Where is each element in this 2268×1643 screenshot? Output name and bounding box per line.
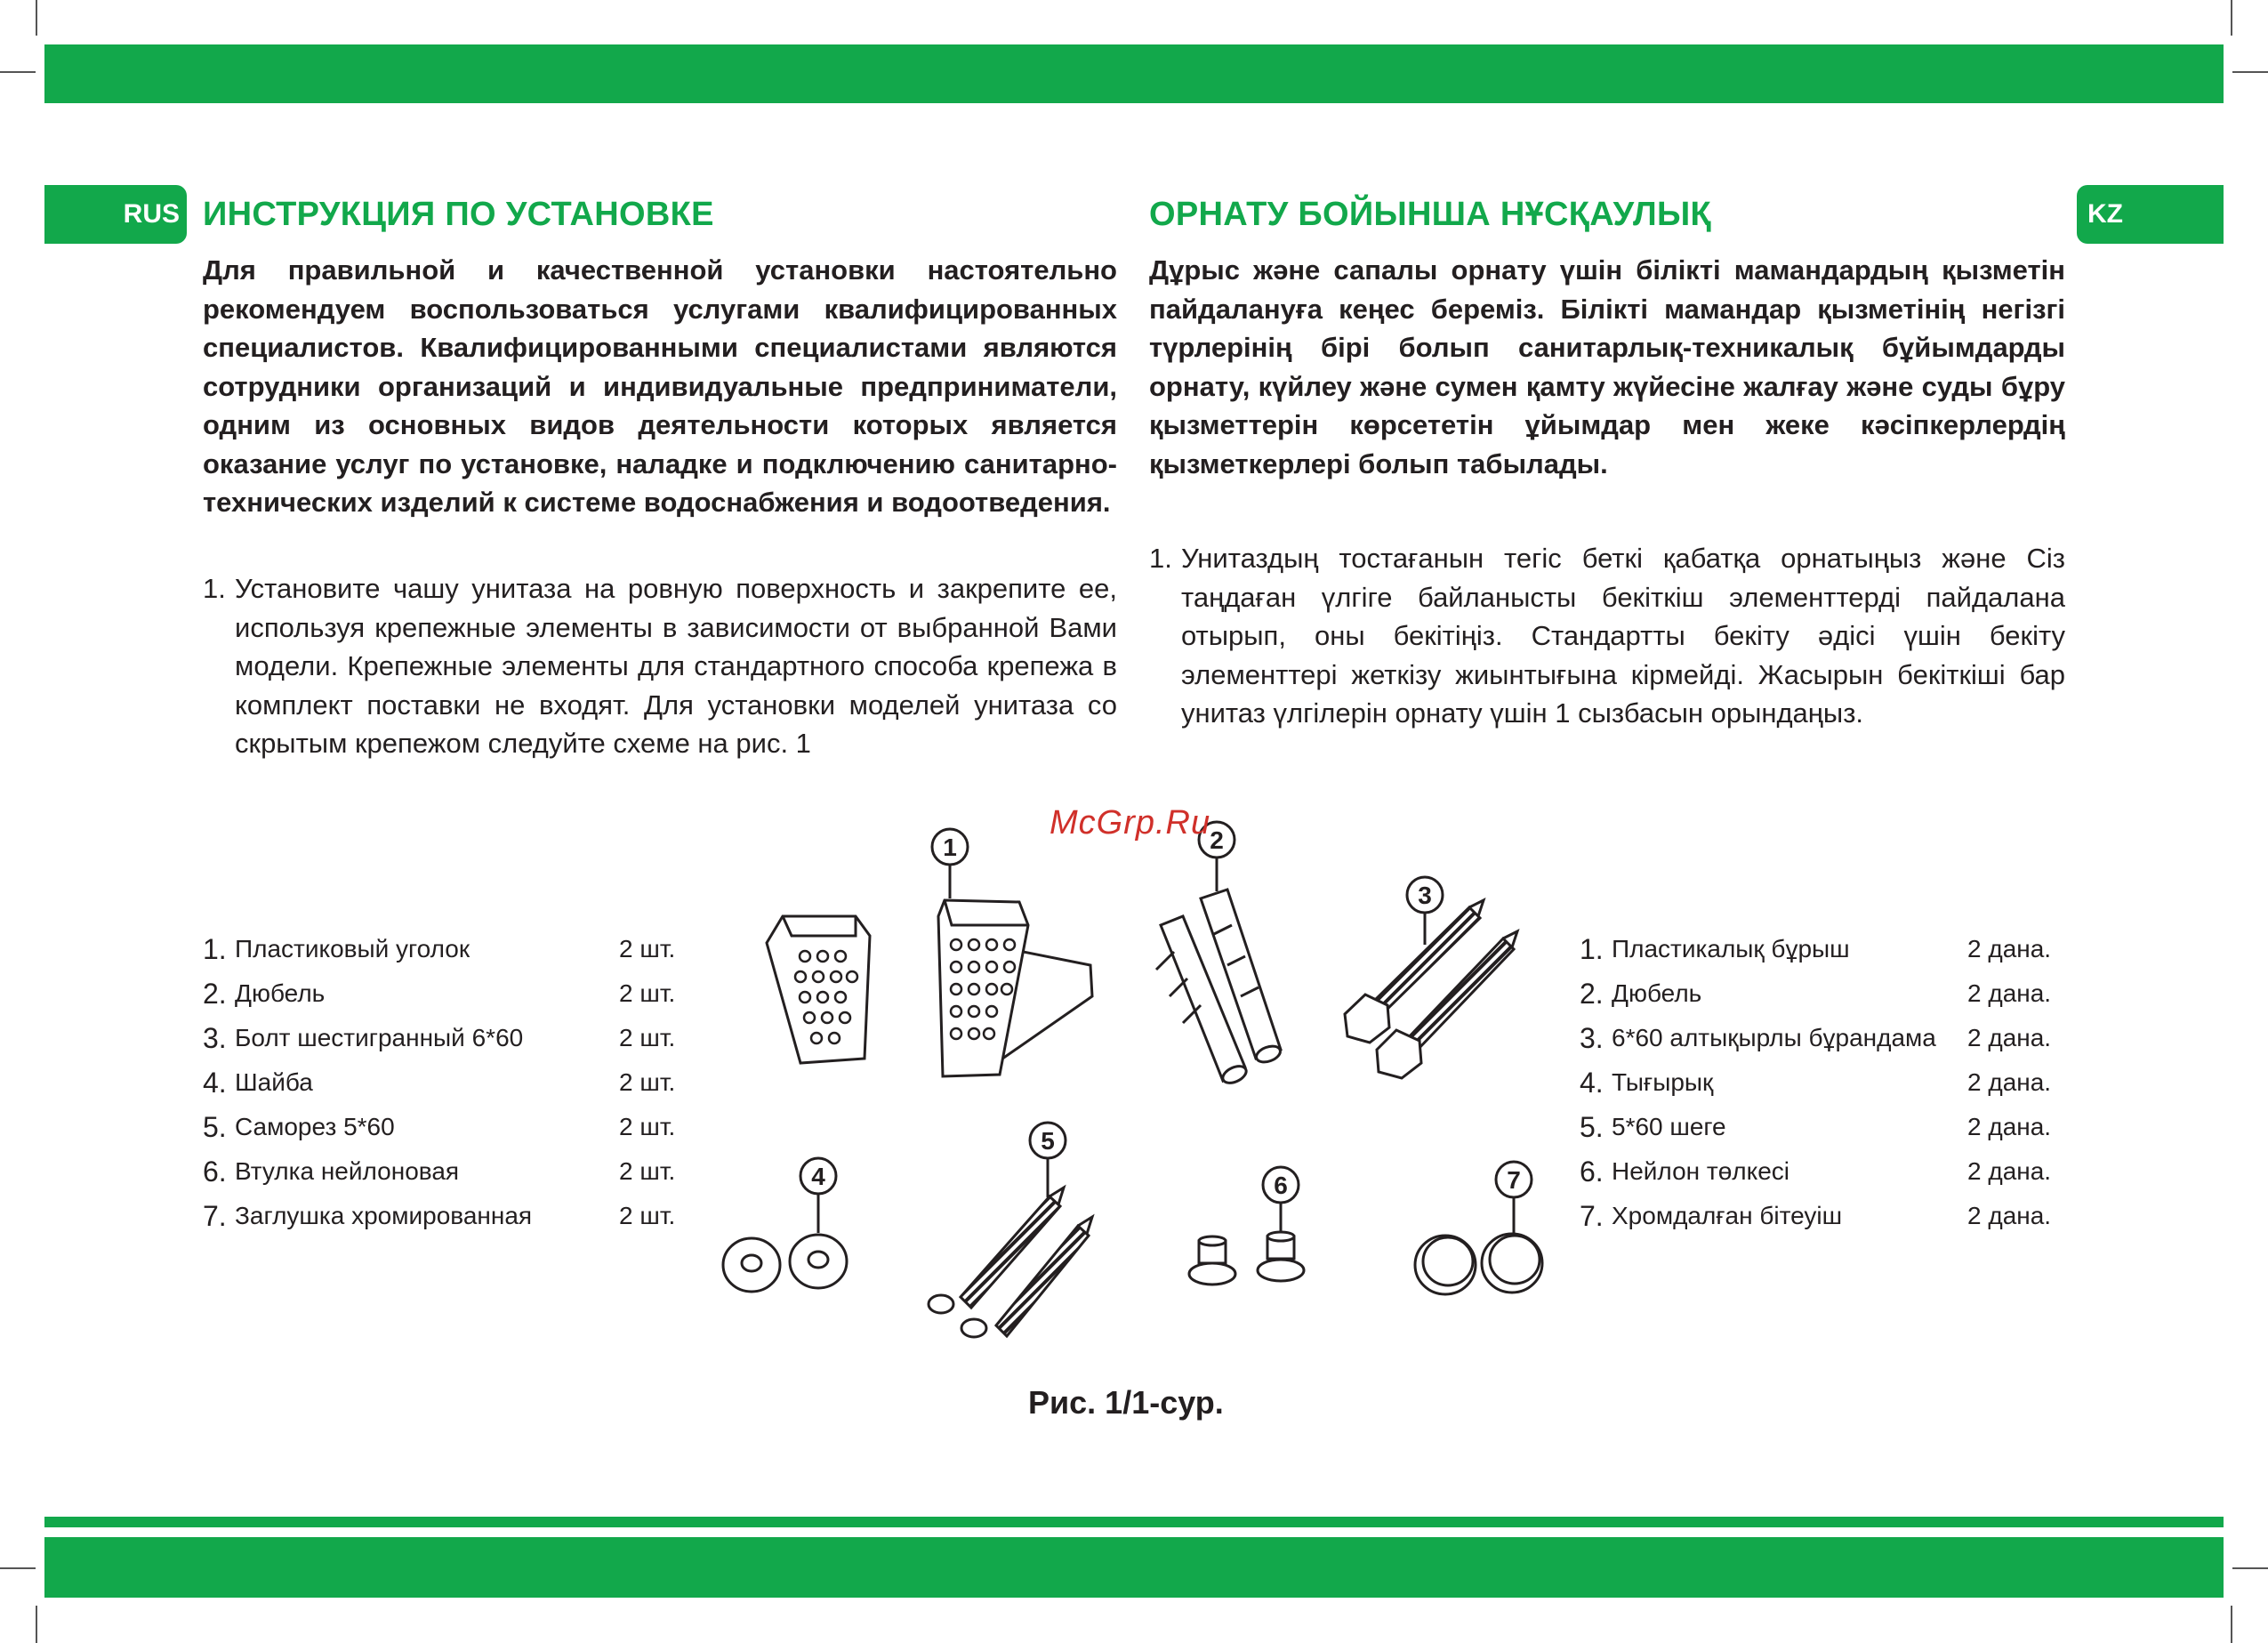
part-qty: 2 дана. xyxy=(1967,1024,2052,1051)
part-name: Втулка нейлоновая xyxy=(235,1157,460,1185)
part-number: 5. xyxy=(1580,1110,1604,1143)
dowel-illustration xyxy=(1156,890,1283,1086)
figure-caption: Рис. 1/1-сур. xyxy=(1028,1384,1224,1421)
callout-label-5: 5 xyxy=(1041,1127,1055,1155)
kz-step-1-number: 1. xyxy=(1149,543,1172,574)
callout-label-1: 1 xyxy=(943,834,957,861)
part-name: Саморез 5*60 xyxy=(235,1113,395,1140)
part-qty: 2 дана. xyxy=(1967,1157,2052,1185)
part-qty: 2 дана. xyxy=(1967,979,2052,1007)
part-qty: 2 дана. xyxy=(1967,1068,2052,1096)
part-qty: 2 шт. xyxy=(619,1113,676,1140)
part-qty: 2 шт. xyxy=(619,935,676,962)
kz-intro: Дұрыс және сапалы орнату үшін білікті мамандардың қызметін пайдалануға кеңес береміз. Білікті мамандар қызметінің негізгі түрлерінің бірі болып санитарлық-техникалық бұйымдарды орнату, күйлеу және сумен қамту жүйесіне жалғау және суды бұру қызметтерін көрсететін ұйымдар мен жеке кәсіпкерлердің қызметкерлері болып табылады. xyxy=(1149,254,2065,479)
part-name: Хромдалған бітеуіш xyxy=(1612,1202,1843,1229)
language-tab-rus-label: RUS xyxy=(123,199,180,229)
part-qty: 2 шт. xyxy=(619,1024,676,1051)
callout-label-3: 3 xyxy=(1418,882,1432,909)
part-name: Пластикалық бұрыш xyxy=(1612,935,1850,962)
part-number: 7. xyxy=(1580,1199,1604,1232)
callout-label-4: 4 xyxy=(811,1163,825,1190)
part-name: Пластиковый уголок xyxy=(235,935,470,962)
part-name: 6*60 алтықырлы бұрандама xyxy=(1612,1024,1936,1051)
rus-step-1-number: 1. xyxy=(203,573,226,604)
part-number: 3. xyxy=(1580,1021,1604,1054)
part-qty: 2 дана. xyxy=(1967,1202,2052,1229)
language-tab-kz-label: KZ xyxy=(2087,199,2123,229)
part-number: 3. xyxy=(203,1021,227,1054)
part-name: Дюбель xyxy=(1612,979,1702,1007)
part-qty: 2 шт. xyxy=(619,979,676,1007)
part-qty: 2 шт. xyxy=(619,1202,676,1229)
part-number: 6. xyxy=(203,1155,227,1188)
part-name: Тығырық xyxy=(1612,1068,1714,1096)
part-qty: 2 шт. xyxy=(619,1157,676,1185)
kz-step-1-text: Унитаздың тостағанын тегіс беткі қабатқа орнатыңыз және Сіз таңдаған үлгіге байланысты бекіткіш элементтерді пайдалана отырып, оны бекітіңіз. Стандартты бекіту әдісі үшін бекіту элементтері жеткізу жиынтығына кірмейді. Жасырын бекіткіші бар унитаз үлгілерін орнату үшін 1 сызбасын орындаңыз. xyxy=(1181,543,2065,729)
part-qty: 2 шт. xyxy=(619,1068,676,1096)
part-number: 5. xyxy=(203,1110,227,1143)
part-qty: 2 дана. xyxy=(1967,935,2052,962)
nylon-bushing-illustration xyxy=(1189,1232,1304,1285)
washer-illustration xyxy=(723,1235,847,1292)
watermark-text: McGrp.Ru xyxy=(1050,804,1211,842)
part-name: Шайба xyxy=(235,1068,313,1096)
part-qty: 2 дана. xyxy=(1967,1113,2052,1140)
part-name: Дюбель xyxy=(235,979,326,1007)
callout-label-2: 2 xyxy=(1210,826,1224,854)
part-number: 7. xyxy=(203,1199,227,1232)
rus-heading: ИНСТРУКЦИЯ ПО УСТАНОВКЕ xyxy=(203,196,714,233)
part-number: 6. xyxy=(1580,1155,1604,1188)
part-number: 1. xyxy=(1580,932,1604,965)
hex-bolt-illustration xyxy=(1345,900,1517,1078)
screw-illustration xyxy=(929,1188,1092,1337)
part-name: Заглушка хромированная xyxy=(235,1202,533,1229)
plastic-corner-illustration xyxy=(767,900,1092,1076)
part-name: Болт шестигранный 6*60 xyxy=(235,1024,524,1051)
part-name: 5*60 шеге xyxy=(1612,1113,1726,1140)
rus-step-1-text: Установите чашу унитаза на ровную поверхность и закрепите ее, используя крепежные элементы в зависимости от выбранной Вами модели. Крепежные элементы для стандартного способа крепежа в комплект поставки не входят. Для установки моделей унитаза со скрытым крепежом следуйте схеме на рис. 1 xyxy=(235,573,1117,759)
part-number: 4. xyxy=(1580,1066,1604,1099)
chrome-cap-illustration xyxy=(1415,1234,1542,1294)
rus-intro: Для правильной и качественной установки настоятельно рекомендуем воспользоваться услугами квалифицированных специалистов. Квалифицированными специалистами являются сотрудники организаций и индивидуальные предприниматели, одним из основных видов деятельности которых является оказание услуг по установке, наладке и подключению санитарно-технических изделий к системе водоснабжения и водоотведения. xyxy=(203,254,1117,518)
kz-heading: ОРНАТУ БОЙЫНША НҰСҚАУЛЫҚ xyxy=(1149,196,1711,233)
part-number: 2. xyxy=(203,977,227,1010)
callout-label-7: 7 xyxy=(1507,1166,1521,1194)
part-number: 4. xyxy=(203,1066,227,1099)
callout-label-6: 6 xyxy=(1274,1172,1288,1199)
part-number: 2. xyxy=(1580,977,1604,1010)
part-name: Нейлон төлкесі xyxy=(1612,1157,1789,1185)
part-number: 1. xyxy=(203,932,227,965)
